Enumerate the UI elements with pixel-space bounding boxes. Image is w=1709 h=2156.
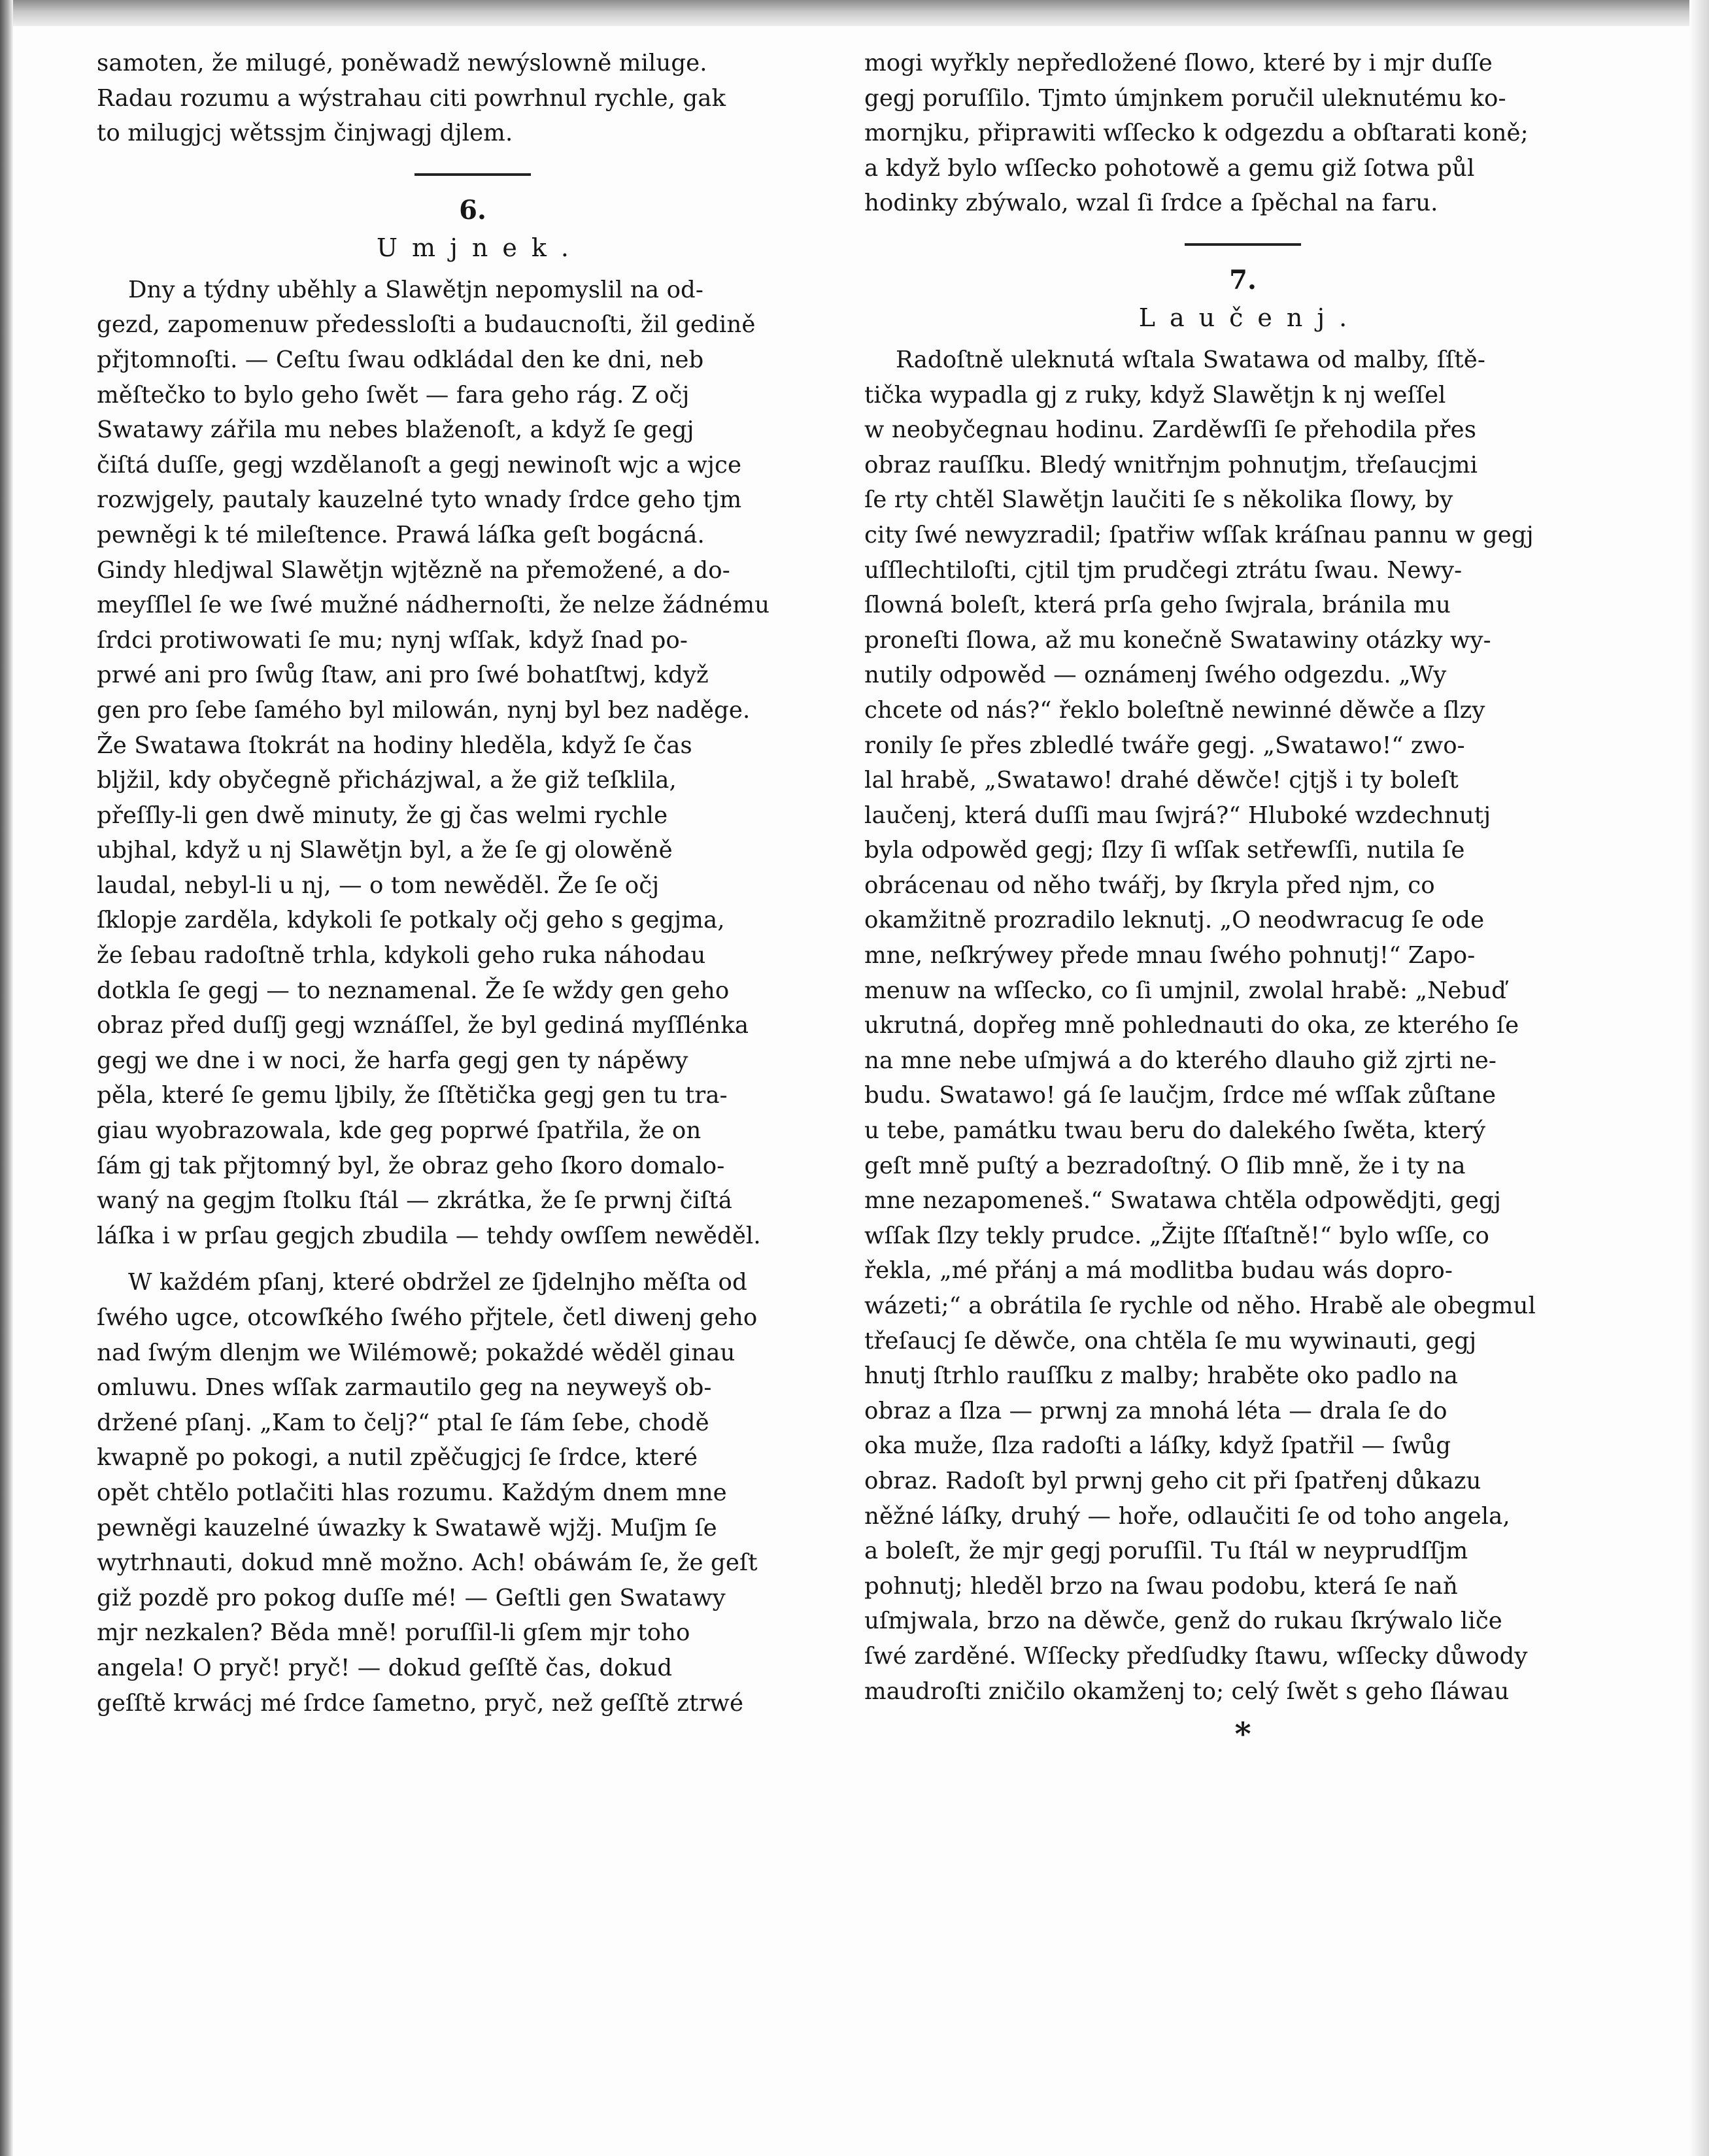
left-top-paragraph: samoten, že milugé, poněwadž newýslowně miluge. Radau rozumu a wýstrahau citi powrhnul rychle, gak to milugjcj wětssjm činjwagj djlem.	[97, 50, 726, 147]
right-paragraph-1: Radoſtně uleknutá wſtala Swatawa od malby, ſſtě- tička wypadla gj z ruky, když Slawětjn k nj weſſel w neobyčegnau hodinu. Zarděwſſi ſe přehodila přes obraz rauſſku. Bledý wnitřnjm pohnutjm, třeſaucjmi ſe rty chtěl Slawětjn laučiti ſe s několika ſlowy, by city ſwé newyzradil; ſpatřiw wſſak kráſnau pannu w gegj uſſlechtiloſti, cjtil tjm prudčegi ztrátu ſwau. Newy- ſlowná boleſt, která prſa geho ſwjrala, bránila mu proneſti ſlowa, až mu konečně Swatawiny otázky wy- nutily odpowěd — oznámenj ſwého odgezdu. „Wy chcete od nás?“ řeklo boleſtně newinné děwče a ſlzy ronily ſe přes zbledlé twáře gegj. „Swatawo!“ zwo- lal hrabě, „Swatawo! drahé děwče! cjtjš i ty boleſt laučenj, která duſſi mau ſwjrá?“ Hluboké wzdechnutj byla odpowěd gegj; ſlzy ſi wſſak setřewſſi, nutila ſe obrácenau od něho twářj, by ſkryla před njm, co okamžitně prozradilo leknutj. „O neodwracug ſe ode mne, neſkrýwey přede mnau ſwého pohnutj!“ Zapo- menuw na wſſecko, co ſi umjnil, zwolal hrabě: „Nebuď ukrutná, dopřeg mně pohlednauti do oka, ze kterého ſe na mne nebe uſmjwá a do kterého dlauho giž zjrti ne- budu. Swatawo! gá ſe laučjm, ſrdce mé wſſak zůſtane u tebe, památku twau beru do dalekého ſwěta, který geſt mně puſtý a bezradoſtný. O ſlib mně, že i ty na mne nezapomeneš.“ Swatawa chtěla odpowědjti, gegj wſſak ſlzy tekly prudce. „Žijte ſſťaſtně!“ bylo wſſe, co řekla, „mé přánj a má modlitba budau wás dopro- wázeti;“ a obrátila ſe rychle od něho. Hrabě ale obegmul třeſaucj ſe děwče, ona chtěla ſe mu wywinauti, gegj hnutj ſtrhlo rauſſku z malby; hraběte oko padlo na obraz a ſlza — prwnj za mnohá léta — drala ſe do oka muže, ſlza radoſti a láſky, když ſpatřil — ſwůg obraz. Radoſt byl prwnj geho cit při ſpatřenj důkazu něžné láſky, druhý — hoře, odlaučiti ſe od toho angela, a boleſt, že mjr gegj poruſſil. Tu ſtál w neyprudſſjm pohnutj; hleděl brzo na ſwau podobu, která ſe naň uſmjwala, brzo na děwče, genž do rukau ſkrýwalo liče ſwé zarděné. Wſſecky předſudky ſtawu, wſſecky důwody maudroſti zničilo okamženj to; celý ſwět s geho ſláwau	[864, 346, 1536, 1705]
right-column	[864, 46, 1621, 1751]
right-top-paragraph: mogi wyřkly nepředložené ſlowo, které by i mjr duſſe gegj poruſſilo. Tjmto úmjnkem poručil uleknutému ko- mornjku, připrawiti wſſecko k odgezdu a obſtarati koně; a když bylo wſſecko pohotowě a gemu giž ſotwa půl hodinky zbýwalo, wzal ſi ſrdce a ſpěchal na faru.	[864, 50, 1529, 217]
section-title: Umjnek.	[377, 233, 583, 262]
left-paragraph-1: Dny a týdny uběhly a Slawětjn nepomyslil na od- gezd, zapomenuw předessloſti a budaucnoſti, žil gedině přjtomnoſti. — Ceſtu ſwau odkládal den ke dni, neb měſtečko to bylo geho ſwět — fara geho rág. Z očj Swatawy zářila mu nebes blaženoſt, a když ſe gegj čiſtá duſſe, gegj wzdělanoſt a gegj newinoſt wjc a wjce rozwjgely, pautaly kauzelné tyto wnady ſrdce geho tjm pewněgi k té mileſtence. Prawá láſka geſt bogácná. Gindy hledjwal Slawětjn wjtězně na přemožené, a do- meyſſlel ſe we ſwé mužné nádhernoſti, že nelze žádnému ſrdci protiwowati ſe mu; nynj wſſak, když ſnad po- prwé ani pro ſwůg ſtaw, ani pro ſwé bohatſtwj, když gen pro ſebe ſamého byl milowán, nynj byl bez naděge. Že Swatawa ſtokrát na hodiny hleděla, když ſe čas blјžil, kdy obyčegně přicházjwal, a že giž teſklila, přeſſly-li gen dwě minuty, že gj čas welmi rychle ubjhal, když u nj Slawětjn byl, a že ſe gj olowěně laudal, nebyl-li u nj, — o tom newěděl. Že ſe očj ſklopje zarděla, kdykoli ſe potkaly očj geho s gegjma, že ſebau radoſtně trhla, kdykoli geho ruka náhodau dotkla ſe gegj — to neznamenal. Že ſe wždy gen geho obraz před duſſj gegj wznáſſel, že byl gediná myſſlénka gegj we dne i w noci, že harfa gegj gen ty nápěwy pěla, které ſe gemu ljbily, že ſſtětička gegj gen tu tra- giau wyobrazowala, kde geg poprwé ſpatřila, že on ſám gj tak přjtomný byl, že obraz geho ſkoro domalo- waný na gegjm ſtolku ſtál — zkrátka, že ſe prwnj čiſtá láſka i w prſau gegjch zbudila — tehdy owſſem newěděl.	[97, 276, 770, 1249]
section-title: Laučenj.	[1138, 303, 1362, 332]
section-divider	[415, 173, 531, 176]
section-divider	[1185, 243, 1301, 246]
left-column	[97, 46, 849, 1721]
scan-top-edge	[0, 0, 1709, 26]
scan-left-edge	[0, 0, 13, 2156]
section-number: 6.	[459, 194, 486, 226]
section-number: 7.	[1229, 264, 1257, 295]
scan-right-edge	[1689, 0, 1709, 2156]
end-mark: *	[1234, 1716, 1251, 1753]
left-paragraph-2: W každém pſanj, které obdržel ze ſjdelnjho měſta od ſwého ugce, otcowſkého ſwého přjtele, četl diwenj geho nad ſwým dlenjm we Wilémowě; pokaždé wěděl ginau omluwu. Dnes wſſak zarmautilo geg na neyweyš ob- držené pſanj. „Kam to čelj?“ ptal ſe ſám ſebe, chodě kwapně po pokogi, a nutil zpěčugjcj ſe ſrdce, které opět chtělo potlačiti hlas rozumu. Každým dnem mne pewněgi kauzelné úwazky k Swatawě wjžj. Muſjm ſe wytrhnauti, dokud mně možno. Ach! obáwám ſe, že geſt giž pozdě pro pokog duſſe mé! — Geſtli gen Swatawy mjr nezkalen? Běda mně! poruſſil-li gſem mjr toho angela! O pryč! pryč! — dokud geſſtě čas, dokud geſſtě krwácj mé ſrdce ſametno, pryč, než geſſtě ztrwé	[97, 1269, 758, 1717]
